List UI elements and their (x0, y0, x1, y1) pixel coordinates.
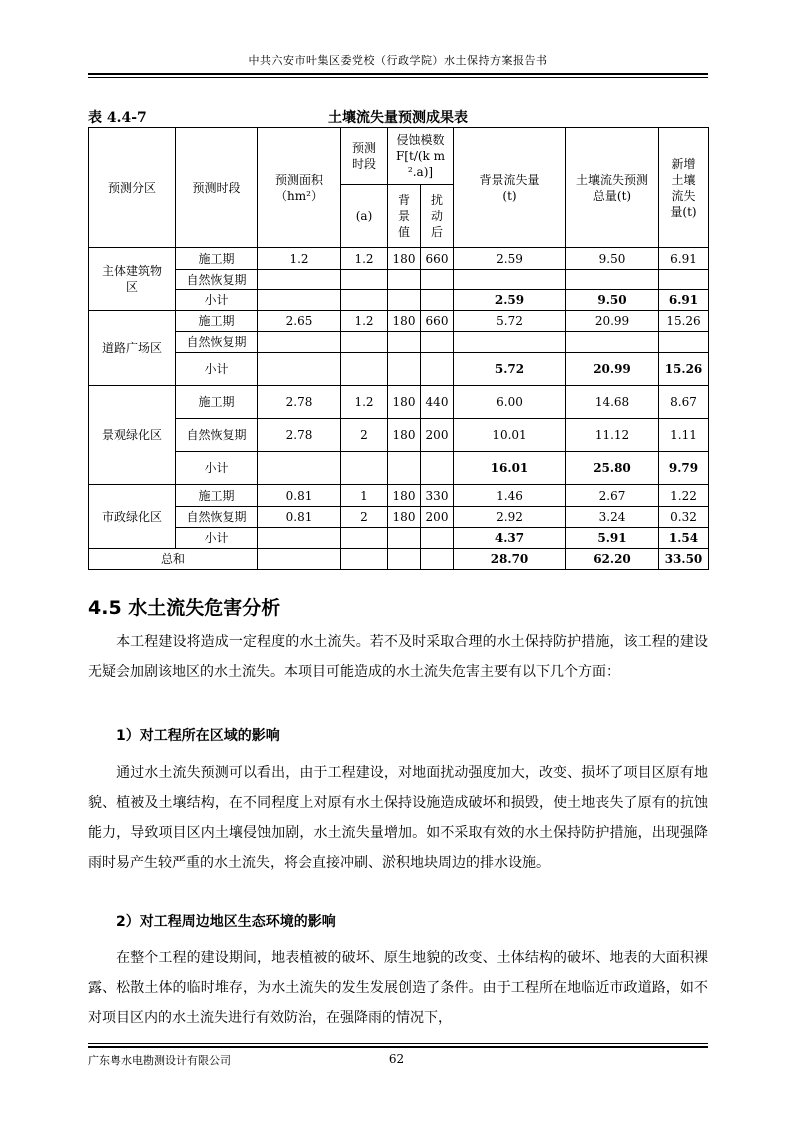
head-zone: 预测分区 (89, 128, 176, 248)
head-disturbed-value: 扰 动 后 (421, 185, 454, 248)
zone-name: 景观绿化区 (89, 386, 176, 485)
table-row: 自然恢复期 (89, 332, 709, 353)
header-rule (88, 73, 708, 75)
head-period: 预测时段 (176, 128, 258, 248)
table-row: 景观绿化区 施工期 2.78 1.2 180 440 6.00 14.68 8.67 (89, 386, 709, 419)
zone-name: 道路广场区 (89, 311, 176, 386)
subtotal-row: 小计 4.37 5.91 1.54 (89, 528, 709, 549)
section-heading: 4.5 水土流失危害分析 (88, 597, 281, 619)
table-caption (88, 107, 708, 127)
head-background-value: 背 景 值 (388, 185, 421, 248)
header-rule-thin (88, 77, 708, 78)
subsection-1-paragraph: 通过水土流失预测可以看出，由于工程建设，对地面扰动强度加大，改变、损坏了项目区原有地貌、植被及土壤结构，在不同程度上对原有水土保持设施造成破坏和损毁，使土地丧失了原有的抗蚀能力，导致项目区内土壤侵蚀加剧，水土流失量增加。如不采取有效的水土保持防护措施，出现强降雨时易产生较严重的水土流失，将会直接冲刷、淤积地块周边的排水设施。 (88, 765, 708, 871)
head-duration-unit: (a) (341, 185, 388, 248)
subtotal-row: 小计 16.01 25.80 9.79 (89, 452, 709, 485)
table-row: 主体建筑物 区 施工期 1.2 1.2 180 660 2.59 9.50 6.91 (89, 248, 709, 270)
table-number: 表 4.4-7 (88, 110, 147, 126)
footer-rule-thick (88, 1046, 708, 1048)
subsection-2-heading: 2）对工程周边地区生态环境的影响 (116, 914, 336, 930)
table-row: 道路广场区 施工期 2.65 1.2 180 660 5.72 20.99 15.26 (89, 311, 709, 332)
table-row: 市政绿化区 施工期 0.81 1 180 330 1.46 2.67 1.22 (89, 485, 709, 507)
running-header: 中共六安市叶集区委党校（行政学院）水土保持方案报告书 (248, 54, 548, 67)
head-area: 预测面积 （hm²） (258, 128, 341, 248)
head-modulus: 侵蚀模数 F[t/(k m ².a)] (388, 128, 454, 185)
subtotal-row: 小计 5.72 20.99 15.26 (89, 353, 709, 386)
zone-name: 主体建筑物 区 (89, 248, 176, 311)
head-new-loss: 新增 土壤 流失 量(t) (659, 128, 709, 248)
total-label: 总和 (89, 549, 258, 570)
total-row: 总和 28.70 62.20 33.50 (89, 549, 709, 570)
zone-name: 市政绿化区 (89, 485, 176, 549)
subsection-2-paragraph: 在整个工程的建设期间，地表植被的破坏、原生地貌的改变、土体结构的破坏、地表的大面积裸露、松散土体的临时堆存，为水土流失的发生发展创造了条件。由于工程所在地临近市政道路，如不对项目区内的水土流失进行有效防治，在强降雨的情况下， (88, 950, 708, 1026)
intro-paragraph: 本工程建设将造成一定程度的水土流失。若不及时采取合理的水土保持防护措施，该工程的建设无疑会加剧该地区的水土流失。本项目可能造成的水土流失危害主要有以下几个方面： (88, 634, 708, 680)
table-title: 土壤流失量预测成果表 (328, 110, 468, 126)
table-row: 自然恢复期 0.81 2 180 200 2.92 3.24 0.32 (89, 507, 709, 528)
subsection-1-heading: 1）对工程所在区域的影响 (116, 728, 280, 744)
page-number: 62 (388, 1052, 405, 1066)
table-row: 自然恢复期 2.78 2 180 200 10.01 11.12 1.11 (89, 419, 709, 452)
head-predicted-total: 土壤流失预测 总量(t) (566, 128, 659, 248)
footer-rule (88, 1043, 708, 1044)
table-row: 自然恢复期 (89, 270, 709, 290)
subtotal-row: 小计 2.59 9.50 6.91 (89, 290, 709, 311)
head-duration: 预测 时段 (341, 128, 388, 185)
head-background-loss: 背景流失量 (t) (454, 128, 566, 248)
soil-loss-table (88, 127, 709, 570)
footer-company: 广东粤水电勘测设计有限公司 (88, 1054, 231, 1067)
